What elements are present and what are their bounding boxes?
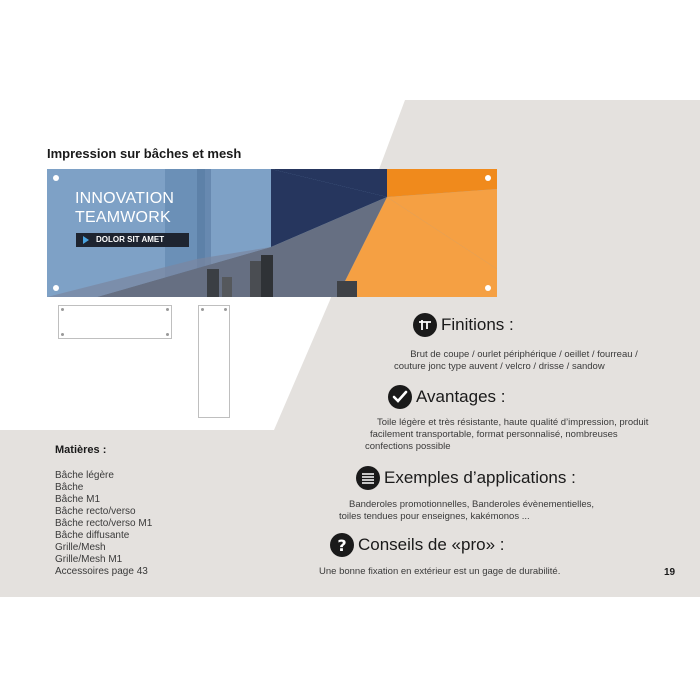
- material-item: Bâche légère: [55, 470, 114, 481]
- material-item: Bâche M1: [55, 494, 101, 505]
- material-item: Grille/Mesh: [55, 542, 106, 553]
- banner-tag-label: DOLOR SIT AMET: [96, 235, 165, 244]
- checkmark-icon: [388, 385, 412, 409]
- avantages-line: facilement transportable, format personnalisé, nombreuses: [370, 429, 618, 440]
- list-icon: [356, 466, 380, 490]
- grommet-dot: [224, 308, 227, 311]
- banner-mockup: [47, 169, 497, 297]
- banner-headline-line1: INNOVATION: [75, 190, 175, 207]
- material-item: Accessoires page 43: [55, 566, 148, 577]
- banner-headline: [75, 189, 174, 227]
- materials-heading: Matières :: [55, 444, 107, 456]
- finitions-line: couture jonc type auvent / velcro / drisse / sandow: [394, 361, 605, 372]
- play-icon: [83, 236, 89, 244]
- finitions-title: Finitions :: [441, 315, 514, 334]
- grommet-dot: [201, 308, 204, 311]
- conseils-line: Une bonne fixation en extérieur est un gage de durabilité.: [319, 566, 561, 577]
- finitions-text: [394, 349, 654, 373]
- avantages-text: [365, 417, 675, 453]
- materials-list: [55, 444, 152, 578]
- grommet-icon: [485, 285, 491, 291]
- finishing-icon: [413, 313, 437, 337]
- section-conseils: [330, 533, 504, 557]
- material-item: Bâche: [55, 482, 84, 493]
- section-avantages: [388, 385, 505, 409]
- conseils-title: Conseils de «pro» :: [358, 535, 505, 554]
- banner-tag: [76, 233, 189, 247]
- finitions-line: Brut de coupe / ourlet périphérique / oeillet / fourreau /: [410, 349, 638, 360]
- catalog-page: [0, 100, 700, 597]
- svg-text:?: ?: [337, 536, 347, 555]
- avantages-line: Toile légère et très résistante, haute qualité d’impression, produit: [377, 417, 649, 428]
- question-icon: [330, 533, 354, 557]
- page-number: 19: [664, 567, 676, 578]
- exemples-text: [339, 499, 639, 523]
- material-item: Grille/Mesh M1: [55, 554, 123, 565]
- grommet-dot: [166, 333, 169, 336]
- grommet-dot: [61, 333, 64, 336]
- section-finitions: [413, 313, 514, 337]
- exemples-title: Exemples d’applications :: [384, 468, 576, 487]
- vertical-banner-outline: [198, 305, 230, 418]
- grommet-dot: [166, 308, 169, 311]
- material-item: Bâche diffusante: [55, 530, 130, 541]
- page-title: Impression sur bâches et mesh: [47, 146, 242, 161]
- grommet-dot: [61, 308, 64, 311]
- exemples-line: Banderoles promotionnelles, Banderoles évènementielles,: [349, 499, 595, 510]
- conseils-text: [319, 566, 619, 578]
- banner-headline-line2: TEAMWORK: [75, 209, 171, 226]
- avantages-title: Avantages :: [416, 387, 506, 406]
- material-item: Bâche recto/verso M1: [55, 518, 153, 529]
- exemples-line: toiles tendues pour enseignes, kakémonos ...: [339, 511, 530, 522]
- horizontal-banner-outline: [58, 305, 172, 339]
- grommet-icon: [53, 285, 59, 291]
- section-exemples: [356, 466, 576, 490]
- material-item: Bâche recto/verso: [55, 506, 136, 517]
- avantages-line: confections possible: [365, 441, 451, 452]
- grommet-icon: [485, 175, 491, 181]
- grommet-icon: [53, 175, 59, 181]
